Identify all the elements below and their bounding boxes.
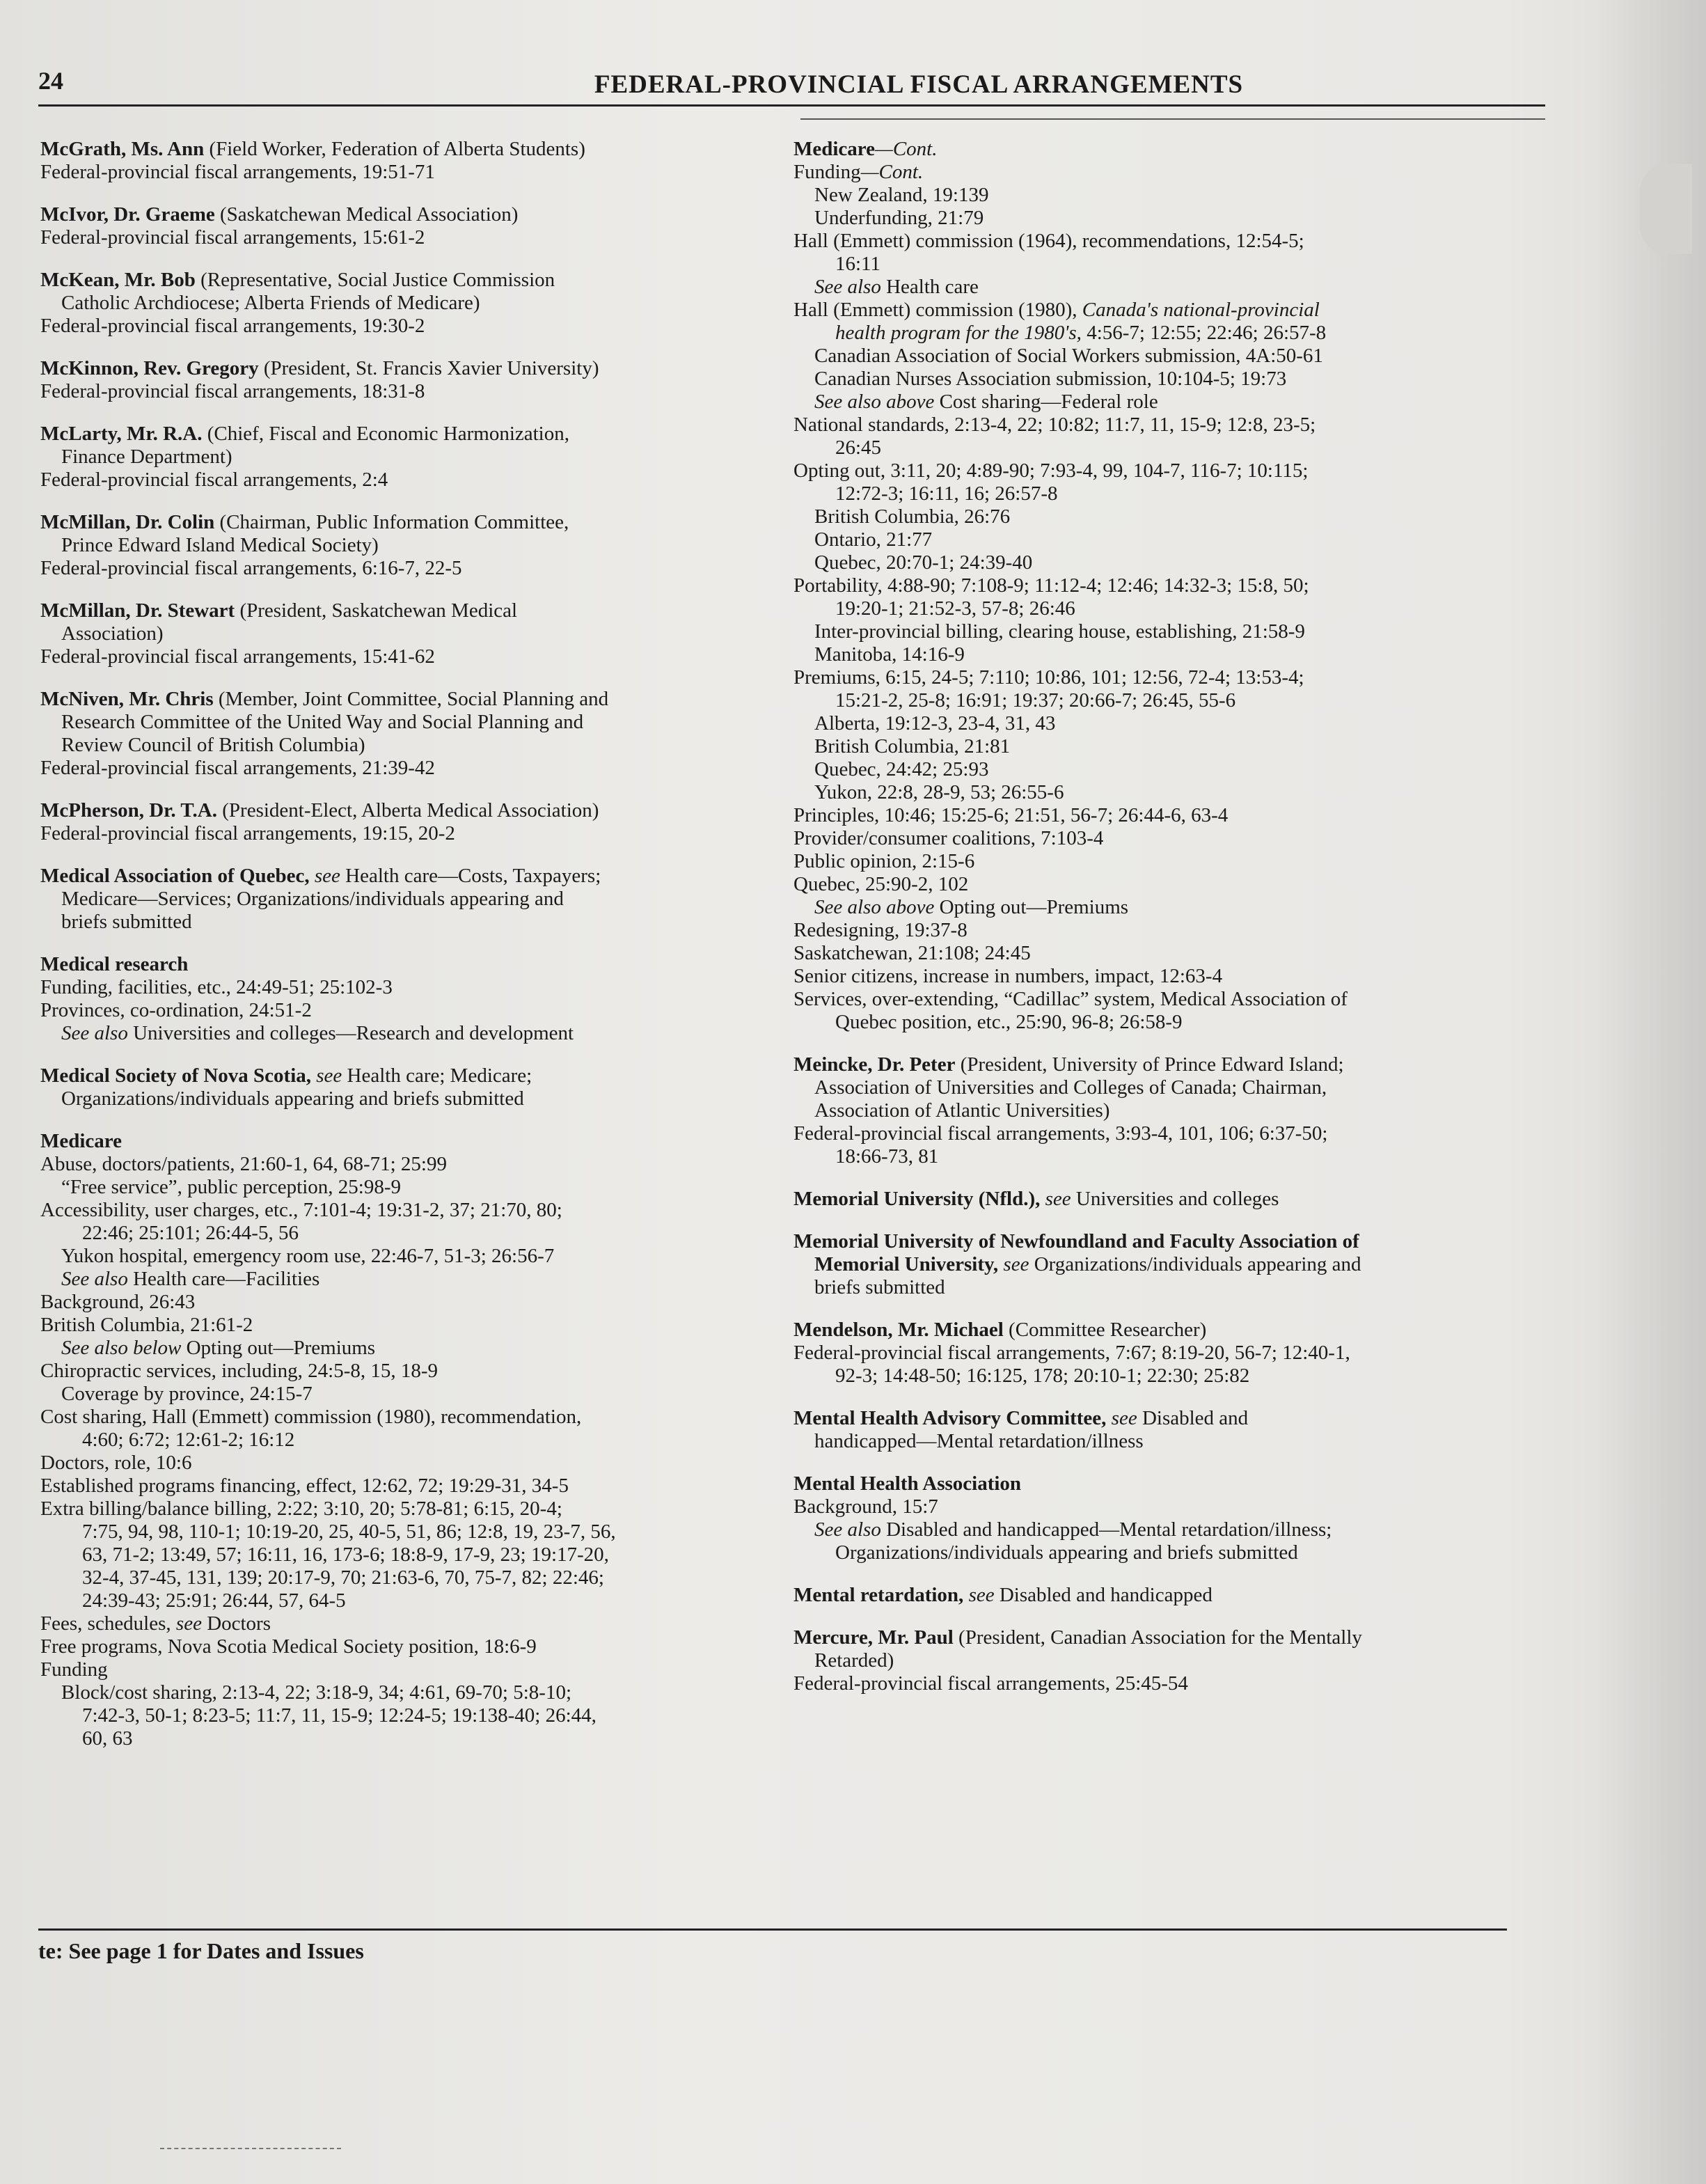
entry-text: 32-4, 37-45, 131, 139; 20:17-9, 70; 21:63-6, 70, 75-7, 82; 22:46; (82, 1566, 604, 1589)
entry-text: Cost sharing—Federal role (934, 391, 1158, 413)
entry-heading: Medicare (40, 1130, 123, 1152)
subentry: Federal-provincial fiscal arrangements, 19:15, 20-2 (40, 822, 455, 844)
subentry (793, 207, 1552, 230)
entry-text: Quebec, 24:42; 25:93 (814, 758, 989, 780)
entry-text: 63, 71-2; 13:49, 57; 16:11, 16, 173-6; 18:8-9, 17-9, 23; 19:17-20, (82, 1543, 609, 1566)
subentry (793, 965, 1552, 988)
entry-text: Quebec, 25:90-2, 102 (793, 873, 969, 895)
subentry (40, 1268, 792, 1291)
entry-text: (Member, Joint Committee, Social Planning and (213, 688, 609, 710)
index-entry (40, 357, 792, 403)
entry-text: Disabled and handicapped (994, 1584, 1213, 1606)
subentry (40, 1498, 792, 1521)
entry-text: 24:39-43; 25:91; 26:44, 57, 64-5 (82, 1589, 346, 1612)
entry-text: Block/cost sharing, 2:13-4, 22; 3:18-9, 34; 4:61, 69-70; 5:8-10; (61, 1681, 572, 1704)
entry-text: Health care—Facilities (127, 1268, 320, 1290)
subentry (793, 253, 1552, 276)
see-reference: See also (814, 276, 881, 298)
entry-text: Doctors, role, 10:6 (40, 1452, 192, 1474)
see-reference: see (309, 865, 340, 887)
see-reference: see (963, 1584, 995, 1606)
subentry (40, 1612, 792, 1635)
subentry (793, 322, 1552, 345)
entry-text: Hall (Emmett) commission (1964), recommendations, 12:54-5; (793, 230, 1304, 252)
entry-text: (Field Worker, Federation of Alberta Students) (204, 138, 585, 160)
subentry (40, 1360, 792, 1383)
entry-text: (Committee Researcher) (1003, 1319, 1207, 1341)
entry-continuation: Prince Edward Island Medical Society) (61, 534, 379, 556)
entry-text: Quebec position, etc., 25:90, 96-8; 26:58-9 (835, 1011, 1183, 1033)
entry-heading: McPherson, Dr. T.A. (40, 799, 218, 822)
italic-title: —Cont. (860, 161, 924, 183)
entry-text: 26:45 (835, 437, 882, 459)
entry-continuation: handicapped—Mental retardation/illness (814, 1430, 1144, 1452)
subentry (793, 391, 1552, 414)
subentry (793, 437, 1552, 459)
see-reference: See also (814, 1518, 881, 1541)
entry-text: (Representative, Social Justice Commission (195, 269, 555, 291)
scan-artifact-line (160, 2148, 341, 2151)
subentry: Federal-provincial fiscal arrangements, 7:67; 8:19-20, 56-7; 12:40-1, (793, 1342, 1350, 1364)
entry-continuation: Review Council of British Columbia) (61, 734, 365, 756)
subentry (793, 712, 1552, 735)
index-entry (793, 1626, 1552, 1695)
entry-text: (Chief, Fiscal and Economic Harmonization, (202, 423, 569, 445)
entry-text: Opting out—Premiums (181, 1337, 376, 1359)
entry-heading: Medical research (40, 953, 189, 975)
subentry (40, 1589, 792, 1612)
footer-rule (38, 1928, 1507, 1931)
subentry (40, 1314, 792, 1337)
index-entry (40, 511, 792, 580)
entry-continuation: Association of Universities and Colleges of Canada; Chairman, (814, 1076, 1327, 1099)
entry-line (40, 599, 792, 622)
entry-text: National standards, 2:13-4, 22; 10:82; 11:7, 11, 15-9; 12:8, 23-5; (793, 414, 1316, 436)
entry-heading: McIvor, Dr. Graeme (40, 203, 215, 226)
entry-text: Senior citizens, increase in numbers, impact, 12:63-4 (793, 965, 1223, 987)
subentry (793, 528, 1552, 551)
entry-text: Yukon hospital, emergency room use, 22:46-7, 51-3; 26:56-7 (61, 1245, 555, 1267)
entry-heading: McNiven, Mr. Chris (40, 688, 214, 710)
entry-text: 19:20-1; 21:52-3, 57-8; 26:46 (835, 597, 1075, 620)
entry-text: Opting out, 3:11, 20; 4:89-90; 7:93-4, 99, 104-7, 116-7; 10:115; (793, 459, 1309, 482)
entry-text: Manitoba, 14:16-9 (814, 643, 965, 666)
medicare-entry (40, 1130, 792, 1750)
subentry: Background, 15:7 (793, 1495, 938, 1518)
entry-heading: McMillan, Dr. Colin (40, 511, 215, 533)
subentry (40, 1337, 792, 1360)
entry-text: Health care (880, 276, 979, 298)
subentry (793, 827, 1552, 850)
entry-text: “Free service”, public perception, 25:98-9 (61, 1176, 401, 1198)
subentry (793, 781, 1552, 804)
entry-heading: McLarty, Mr. R.A. (40, 423, 203, 445)
entry-text: Public opinion, 2:15-6 (793, 850, 975, 872)
subentry: Federal-provincial fiscal arrangements, 18:31-8 (40, 380, 425, 402)
entry-text: 15:21-2, 25-8; 16:91; 19:37; 20:66-7; 26:45, 55-6 (835, 689, 1236, 712)
subentry (793, 482, 1552, 505)
entry-continuation (793, 1253, 1552, 1276)
subentry (793, 161, 1552, 184)
entry-line (793, 1230, 1552, 1253)
entry-text: Doctors (201, 1612, 271, 1635)
footer-note: te: See page 1 for Dates and Issues (38, 1938, 364, 1963)
entry-text: Principles, 10:46; 15:25-6; 21:51, 56-7; 26:44-6, 63-4 (793, 804, 1229, 826)
entry-text: Saskatchewan, 21:108; 24:45 (793, 942, 1031, 964)
subentry (40, 1543, 792, 1566)
subentry (793, 414, 1552, 437)
entry-text: Yukon, 22:8, 28-9, 53; 26:55-6 (814, 781, 1064, 803)
entry-line (40, 423, 792, 446)
index-entry (793, 1472, 1552, 1564)
see-also-continuation: Organizations/individuals appearing and briefs submitted (835, 1541, 1298, 1564)
see-reference: see (175, 1612, 202, 1635)
entry-line (793, 138, 1552, 161)
see-reference: See also above (814, 896, 935, 918)
subentry: Federal-provincial fiscal arrangements, 6:16-7, 22-5 (40, 557, 462, 579)
bleed-through-shadow (1595, 0, 1706, 2184)
index-entry (40, 269, 792, 338)
entry-line (40, 269, 792, 292)
entry-text: Premiums, 6:15, 24-5; 7:110; 10:86, 101; 12:56, 72-4; 13:53-4; (793, 666, 1304, 689)
subentry (793, 1011, 1552, 1034)
page-number: 24 (38, 67, 63, 95)
entry-line (40, 688, 792, 711)
entry-text: Underfunding, 21:79 (814, 207, 984, 229)
header-rule (38, 104, 1545, 107)
entry-continuation: Research Committee of the United Way and Social Planning and (61, 711, 584, 733)
subentry (40, 1245, 792, 1268)
entry-text: Disabled and handicapped—Mental retardation/illness; (880, 1518, 1332, 1541)
subentry: Federal-provincial fiscal arrangements, 15:61-2 (40, 226, 425, 249)
subentry: Provinces, co-ordination, 24:51-2 (40, 999, 312, 1021)
index-entry (793, 1053, 1552, 1168)
entry-heading: Memorial University, (814, 1253, 999, 1275)
entry-text: Opting out—Premiums (934, 896, 1129, 918)
entry-text: 7:42-3, 50-1; 8:23-5; 11:7, 11, 15-9; 12:24-5; 19:138-40; 26:44, (82, 1704, 597, 1727)
entry-heading: Mental Health Association (793, 1472, 1022, 1495)
entry-continuation: Retarded) (814, 1649, 894, 1672)
subentry-continuation: 18:66-73, 81 (835, 1145, 939, 1168)
entry-line (793, 1584, 1552, 1607)
entry-line (40, 1064, 792, 1087)
entry-heading: Memorial University of Newfoundland and Faculty Association of (793, 1230, 1359, 1252)
entry-text: (Saskatchewan Medical Association) (214, 203, 519, 226)
entry-text: 7:75, 94, 98, 110-1; 10:19-20, 25, 40-5, 51, 86; 12:8, 19, 23-7, 56, (82, 1521, 616, 1543)
entry-text: 16:11 (835, 253, 880, 275)
entry-text: Ontario, 21:77 (814, 528, 933, 551)
entry-text: Background, 26:43 (40, 1291, 196, 1313)
thumb-index-tab (1640, 164, 1692, 254)
entry-text: Disabled and (1137, 1407, 1249, 1429)
entry-continuation: Medicare—Services; Organizations/individuals appearing and (61, 888, 564, 910)
subentry (793, 459, 1552, 482)
index-entry (40, 953, 792, 1045)
index-entry (40, 423, 792, 492)
subentry (793, 804, 1552, 827)
entry-continuation: Association) (61, 622, 164, 645)
entry-text: Hall (Emmett) commission (1980), (793, 299, 1082, 321)
entry-line (40, 953, 792, 976)
subentry: Federal-provincial fiscal arrangements, 2:4 (40, 469, 388, 491)
index-entry (793, 1319, 1552, 1388)
subentry (40, 1658, 792, 1681)
entry-continuation: Finance Department) (61, 446, 232, 468)
entry-text: Canadian Nurses Association submission, 10:104-5; 19:73 (814, 368, 1287, 390)
subentry: Federal-provincial fiscal arrangements, 19:51-71 (40, 161, 435, 183)
entry-text: 22:46; 25:101; 26:44-5, 56 (82, 1222, 299, 1244)
entry-heading: Meincke, Dr. Peter (793, 1053, 956, 1076)
entry-line (40, 203, 792, 226)
subentry: Federal-provincial fiscal arrangements, 15:41-62 (40, 645, 435, 668)
entry-heading: Medical Association of Quebec, (40, 865, 310, 887)
entry-text: Fees, schedules, (40, 1612, 176, 1635)
entry-continuation: Association of Atlantic Universities) (814, 1099, 1110, 1122)
entry-continuation: briefs submitted (814, 1276, 945, 1298)
subentry (793, 345, 1552, 368)
subentry (793, 184, 1552, 207)
subentry (793, 896, 1552, 919)
entry-text: Organizations/individuals appearing and (1029, 1253, 1361, 1275)
entry-text: Redesigning, 19:37-8 (793, 919, 967, 941)
subentry: Federal-provincial fiscal arrangements, 3:93-4, 101, 106; 6:37-50; (793, 1122, 1328, 1145)
subentry (40, 1566, 792, 1589)
subentry (793, 850, 1552, 873)
subentry (40, 1291, 792, 1314)
entry-line (40, 138, 792, 161)
italic-title: health program for the 1980's, (835, 322, 1082, 344)
index-entry (793, 1230, 1552, 1299)
entry-continuation: Organizations/individuals appearing and briefs submitted (61, 1087, 524, 1110)
subentry-continuation: 92-3; 14:48-50; 16:125, 178; 20:10-1; 22:30; 25:82 (835, 1365, 1250, 1387)
subentry (40, 1681, 792, 1704)
see-reference: See also (61, 1022, 128, 1044)
entry-text: Funding (793, 161, 861, 183)
entry-text: Chiropractic services, including, 24:5-8, 15, 18-9 (40, 1360, 439, 1382)
entry-heading: Medical Society of Nova Scotia, (40, 1064, 312, 1087)
subentry (40, 1475, 792, 1498)
index-entry (40, 688, 792, 780)
entry-line (40, 865, 792, 888)
entry-text: (President, University of Prince Edward Island; (955, 1053, 1344, 1076)
entry-text: Provider/consumer coalitions, 7:103-4 (793, 827, 1104, 849)
subentry (40, 1406, 792, 1429)
see-also-line (793, 1518, 1552, 1541)
entry-line (793, 1407, 1552, 1430)
index-entry (40, 203, 792, 249)
entry-text: British Columbia, 21:61-2 (40, 1314, 253, 1336)
entry-text: Canadian Association of Social Workers submission, 4A:50-61 (814, 345, 1323, 367)
see-reference: see (311, 1064, 342, 1087)
index-entry (793, 1584, 1552, 1607)
index-entry (40, 799, 792, 845)
entry-text: Coverage by province, 24:15-7 (61, 1383, 313, 1405)
entry-text: Extra billing/balance billing, 2:22; 3:10, 20; 5:78-81; 6:15, 20-4; (40, 1498, 562, 1520)
entry-heading: McGrath, Ms. Ann (40, 138, 205, 160)
entry-heading: Mendelson, Mr. Michael (793, 1319, 1004, 1341)
subentry: Federal-provincial fiscal arrangements, 19:30-2 (40, 315, 425, 337)
entry-text: Alberta, 19:12-3, 23-4, 31, 43 (814, 712, 1056, 734)
entry-line (793, 1188, 1552, 1211)
entry-heading: McMillan, Dr. Stewart (40, 599, 235, 622)
subentry (40, 1452, 792, 1475)
subentry (40, 1704, 792, 1727)
subentry (793, 988, 1552, 1011)
entry-text: Services, over-extending, “Cadillac” system, Medical Association of (793, 988, 1348, 1010)
subentry (40, 1222, 792, 1245)
subentry (793, 942, 1552, 965)
subentry (793, 551, 1552, 574)
entry-heading: Memorial University (Nfld.), (793, 1188, 1041, 1210)
entry-text: Inter-provincial billing, clearing house, establishing, 21:58-9 (814, 620, 1305, 643)
index-column-right (793, 138, 1552, 1715)
entry-text: Universities and colleges—Research and development (127, 1022, 574, 1044)
see-reference: see (1040, 1188, 1071, 1210)
entry-text: Free programs, Nova Scotia Medical Society position, 18:6-9 (40, 1635, 537, 1658)
see-reference: see (998, 1253, 1029, 1275)
italic-title: Canada's national-provincial (1082, 299, 1320, 321)
entry-text: (President, Saskatchewan Medical (235, 599, 518, 622)
running-head-title: FEDERAL-PROVINCIAL FISCAL ARRANGEMENTS (594, 70, 1244, 99)
subentry (40, 1635, 792, 1658)
entry-line (40, 799, 792, 822)
entry-continuation: Catholic Archdiocese; Alberta Friends of Medicare) (61, 292, 480, 314)
index-entry (40, 865, 792, 934)
subentry (40, 1429, 792, 1452)
entry-text: Accessibility, user charges, etc., 7:101-4; 19:31-2, 37; 21:70, 80; (40, 1199, 562, 1221)
entry-heading: Medicare (793, 138, 876, 160)
subentry (793, 368, 1552, 391)
entry-continuation: briefs submitted (61, 911, 192, 933)
entry-line (793, 1472, 1552, 1495)
entry-text: Health care—Costs, Taxpayers; (340, 865, 601, 887)
see-reference: See also below (61, 1337, 182, 1359)
index-entry (40, 599, 792, 668)
entry-heading: McKean, Mr. Bob (40, 269, 196, 291)
index-entry (40, 1064, 792, 1110)
entry-text: Portability, 4:88-90; 7:108-9; 11:12-4; 12:46; 14:32-3; 15:8, 50; (793, 574, 1309, 597)
subentry (793, 689, 1552, 712)
subentry (793, 735, 1552, 758)
index-column-left (40, 138, 792, 1750)
entry-text: Quebec, 20:70-1; 24:39-40 (814, 551, 1033, 574)
entry-text: Universities and colleges (1071, 1188, 1279, 1210)
entry-text: (President, St. Francis Xavier University) (258, 357, 599, 379)
index-entry (40, 138, 792, 184)
entry-text: British Columbia, 21:81 (814, 735, 1011, 757)
subentry (793, 919, 1552, 942)
entry-heading: McKinnon, Rev. Gregory (40, 357, 259, 379)
entry-line (40, 357, 792, 380)
entry-text: Established programs financing, effect, 12:62, 72; 19:29-31, 34-5 (40, 1475, 569, 1497)
subentry (793, 666, 1552, 689)
entry-text: 4:60; 6:72; 12:61-2; 16:12 (82, 1429, 295, 1451)
entry-text: (President, Canadian Association for the Mentally (953, 1626, 1362, 1649)
entry-line (793, 1319, 1552, 1342)
index-entry (793, 1407, 1552, 1453)
subentry (40, 1199, 792, 1222)
entry-text: New Zealand, 19:139 (814, 184, 989, 206)
entry-line (793, 1626, 1552, 1649)
entry-text: 4:56-7; 12:55; 22:46; 26:57-8 (1081, 322, 1327, 344)
entry-text: 60, 63 (82, 1727, 133, 1750)
entry-line (793, 1053, 1552, 1076)
continued-label: —Cont. (875, 138, 938, 160)
subentry (793, 597, 1552, 620)
see-also-line (40, 1022, 792, 1045)
subentry (793, 574, 1552, 597)
medicare-entry-continued (793, 138, 1552, 1034)
entry-heading: Mercure, Mr. Paul (793, 1626, 954, 1649)
entry-text: (President-Elect, Alberta Medical Association) (217, 799, 599, 822)
subentry (40, 1176, 792, 1199)
see-reference: See also (61, 1268, 128, 1290)
subentry (793, 276, 1552, 299)
entry-heading: Mental retardation, (793, 1584, 964, 1606)
subentry (793, 505, 1552, 528)
header-rule-shadow (800, 118, 1545, 120)
subentry (40, 1383, 792, 1406)
subentry (793, 643, 1552, 666)
subentry (40, 1153, 792, 1176)
subentry (793, 620, 1552, 643)
entry-text: 12:72-3; 16:11, 16; 26:57-8 (835, 482, 1058, 505)
index-entry (793, 1188, 1552, 1211)
subentry (793, 299, 1552, 322)
subentry: Federal-provincial fiscal arrangements, 25:45-54 (793, 1672, 1188, 1695)
entry-text: Abuse, doctors/patients, 21:60-1, 64, 68-71; 25:99 (40, 1153, 447, 1175)
subentry (793, 873, 1552, 896)
entry-text: British Columbia, 26:76 (814, 505, 1011, 528)
entry-line (40, 511, 792, 534)
subentry: Federal-provincial fiscal arrangements, 21:39-42 (40, 757, 435, 779)
entry-text: Cost sharing, Hall (Emmett) commission (1980), recommendation, (40, 1406, 582, 1428)
subentry: Funding, facilities, etc., 24:49-51; 25:102-3 (40, 976, 393, 998)
entry-heading: Mental Health Advisory Committee, (793, 1407, 1107, 1429)
entry-text: Health care; Medicare; (342, 1064, 532, 1087)
see-reference: see (1106, 1407, 1137, 1429)
entry-text: Funding (40, 1658, 108, 1681)
see-reference: See also above (814, 391, 935, 413)
subentry (793, 758, 1552, 781)
entry-text: (Chairman, Public Information Committee, (214, 511, 569, 533)
subentry (40, 1727, 792, 1750)
subentry (793, 230, 1552, 253)
subentry (40, 1521, 792, 1543)
